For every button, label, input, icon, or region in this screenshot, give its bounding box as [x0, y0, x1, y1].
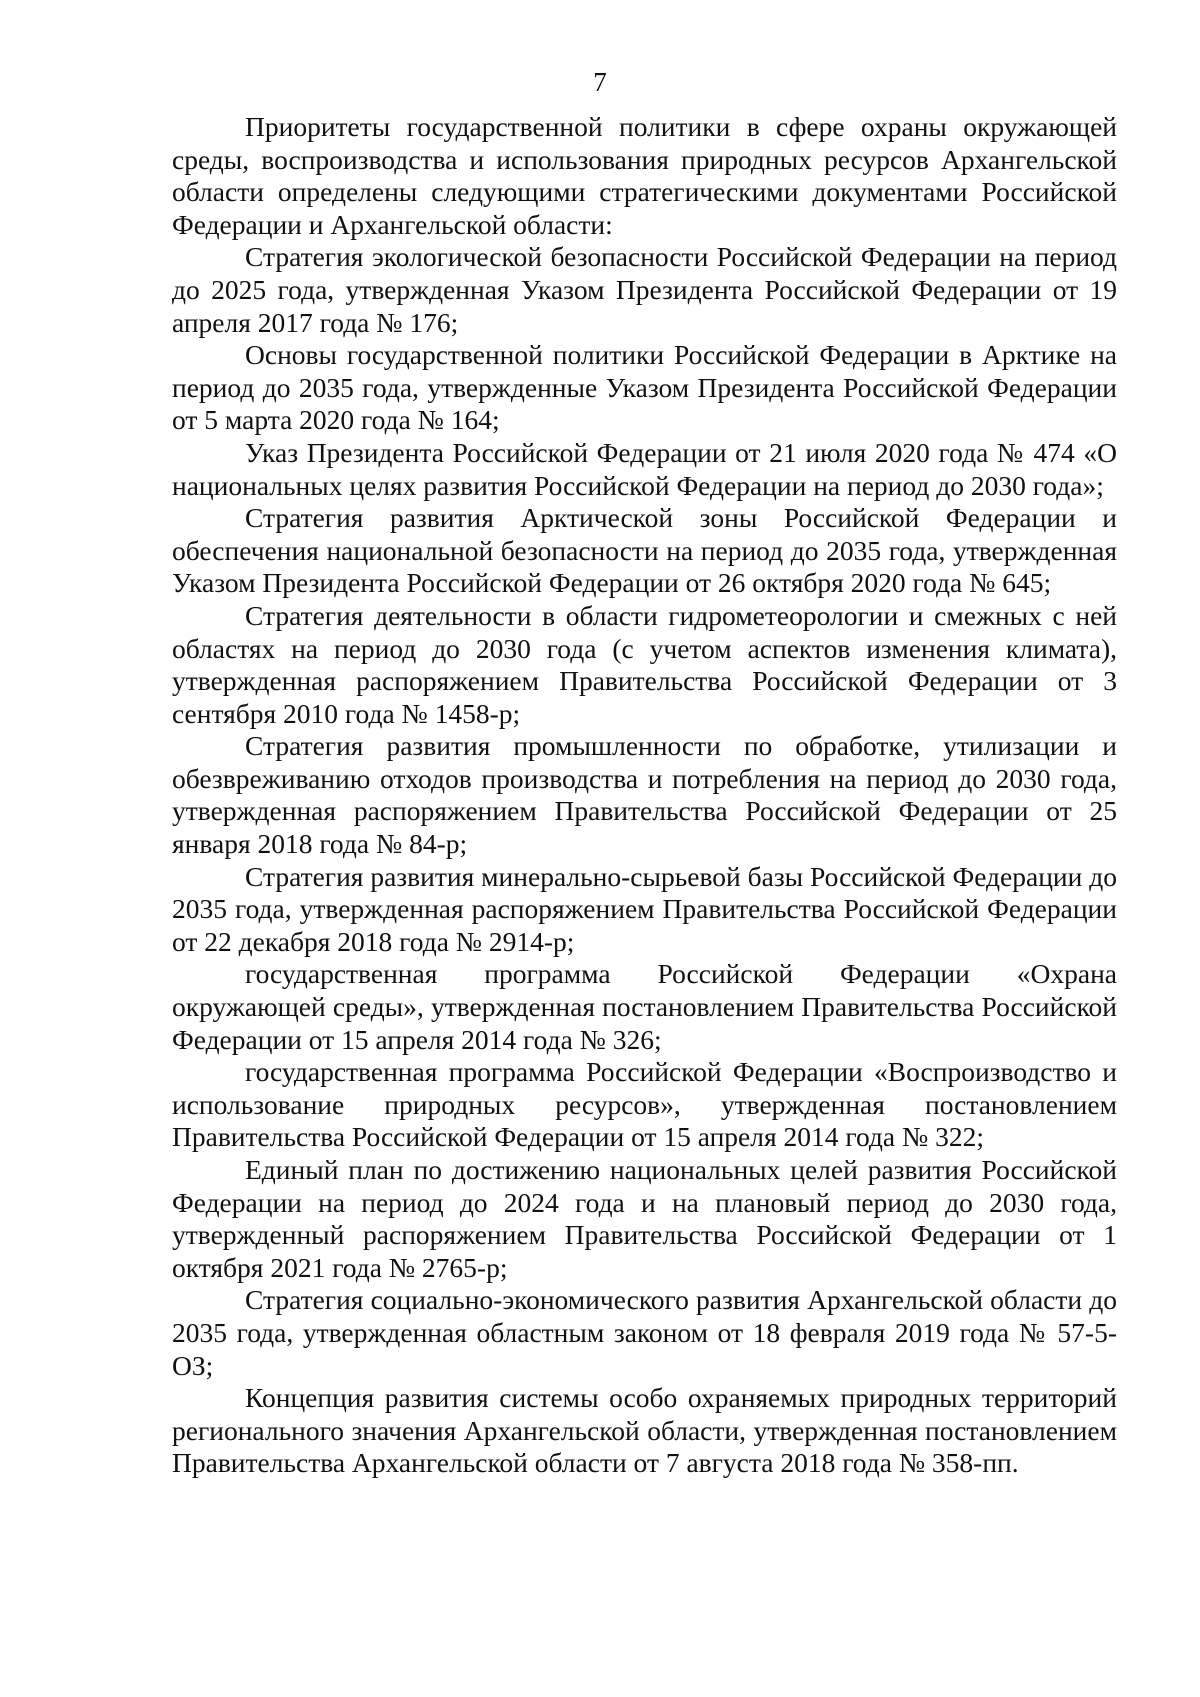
paragraph-arctic-zone-strategy: Стратегия развития Арктической зоны Российской Федерации и обеспечения национальной безопасности на период до 2035 года, утвержденная Указом Президента Российской Федерации от 26 октября 2020 года № 645; [172, 502, 1117, 599]
paragraph-natural-resources-program: государственная программа Российской Федерации «Воспроизводство и использование природных ресурсов», утвержденная постановлением Правительства Российской Федерации от 15 апреля 2014 года № 322; [172, 1056, 1117, 1153]
paragraph-unified-national-goals-plan: Единый план по достижению национальных целей развития Российской Федерации на период до 2024 года и на плановый период до 2030 года, утвержденный распоряжением Правительства Российской Федерации от 1 октября 2021 года № 2765-р; [172, 1154, 1117, 1283]
paragraph-environment-protection-program: государственная программа Российской Федерации «Охрана окружающей среды», утвержденная постановлением Правительства Российской Федерации от 15 апреля 2014 года № 326; [172, 958, 1117, 1055]
paragraph-mineral-resource-strategy: Стратегия развития минерально-сырьевой базы Российской Федерации до 2035 года, утвержденная распоряжением Правительства Российской Федерации от 22 декабря 2018 года № 2914-р; [172, 860, 1117, 957]
paragraph-environmental-security-strategy: Стратегия экологической безопасности Российской Федерации на период до 2025 года, утвержденная Указом Президента Российской Федерации от 19 апреля 2017 года № 176; [172, 241, 1117, 338]
paragraph-national-goals-decree: Указ Президента Российской Федерации от 21 июля 2020 года № 474 «О национальных целях развития Российской Федерации на период до 2030 года»; [172, 436, 1117, 501]
paragraph-protected-areas-concept: Концепция развития системы особо охраняемых природных территорий регионального значения Архангельской области, утвержденная постановлением Правительства Архангельской области от 7 августа 2018 года № 358-пп. [172, 1382, 1117, 1479]
document-body [172, 111, 1117, 1480]
page-number: 7 [593, 67, 607, 97]
paragraph-arctic-policy-foundations: Основы государственной политики Российской Федерации в Арктике на период до 2035 года, утвержденные Указом Президента Российской Федерации от 5 марта 2020 года № 164; [172, 339, 1117, 436]
paragraph-hydrometeorology-strategy: Стратегия деятельности в области гидрометеорологии и смежных с ней областях на период до 2030 года (с учетом аспектов изменения климата), утвержденная распоряжением Правительства Российской Федерации от 3 сентября 2010 года № 1458-р; [172, 599, 1117, 729]
paragraph-intro: Приоритеты государственной политики в сфере охраны окружающей среды, воспроизводства и использования природных ресурсов Архангельской области определены следующими стратегическими документами Российской Федерации и Архангельской области: [172, 111, 1117, 240]
paragraph-waste-industry-strategy: Стратегия развития промышленности по обработке, утилизации и обезвреживанию отходов производства и потребления на период до 2030 года, утвержденная распоряжением Правительства Российской Федерации от 25 января 2018 года № 84-р; [172, 730, 1117, 860]
paragraph-regional-development-strategy: Стратегия социально-экономического развития Архангельской области до 2035 года, утвержденная областным законом от 18 февраля 2019 года № 57-5-ОЗ; [172, 1284, 1117, 1381]
